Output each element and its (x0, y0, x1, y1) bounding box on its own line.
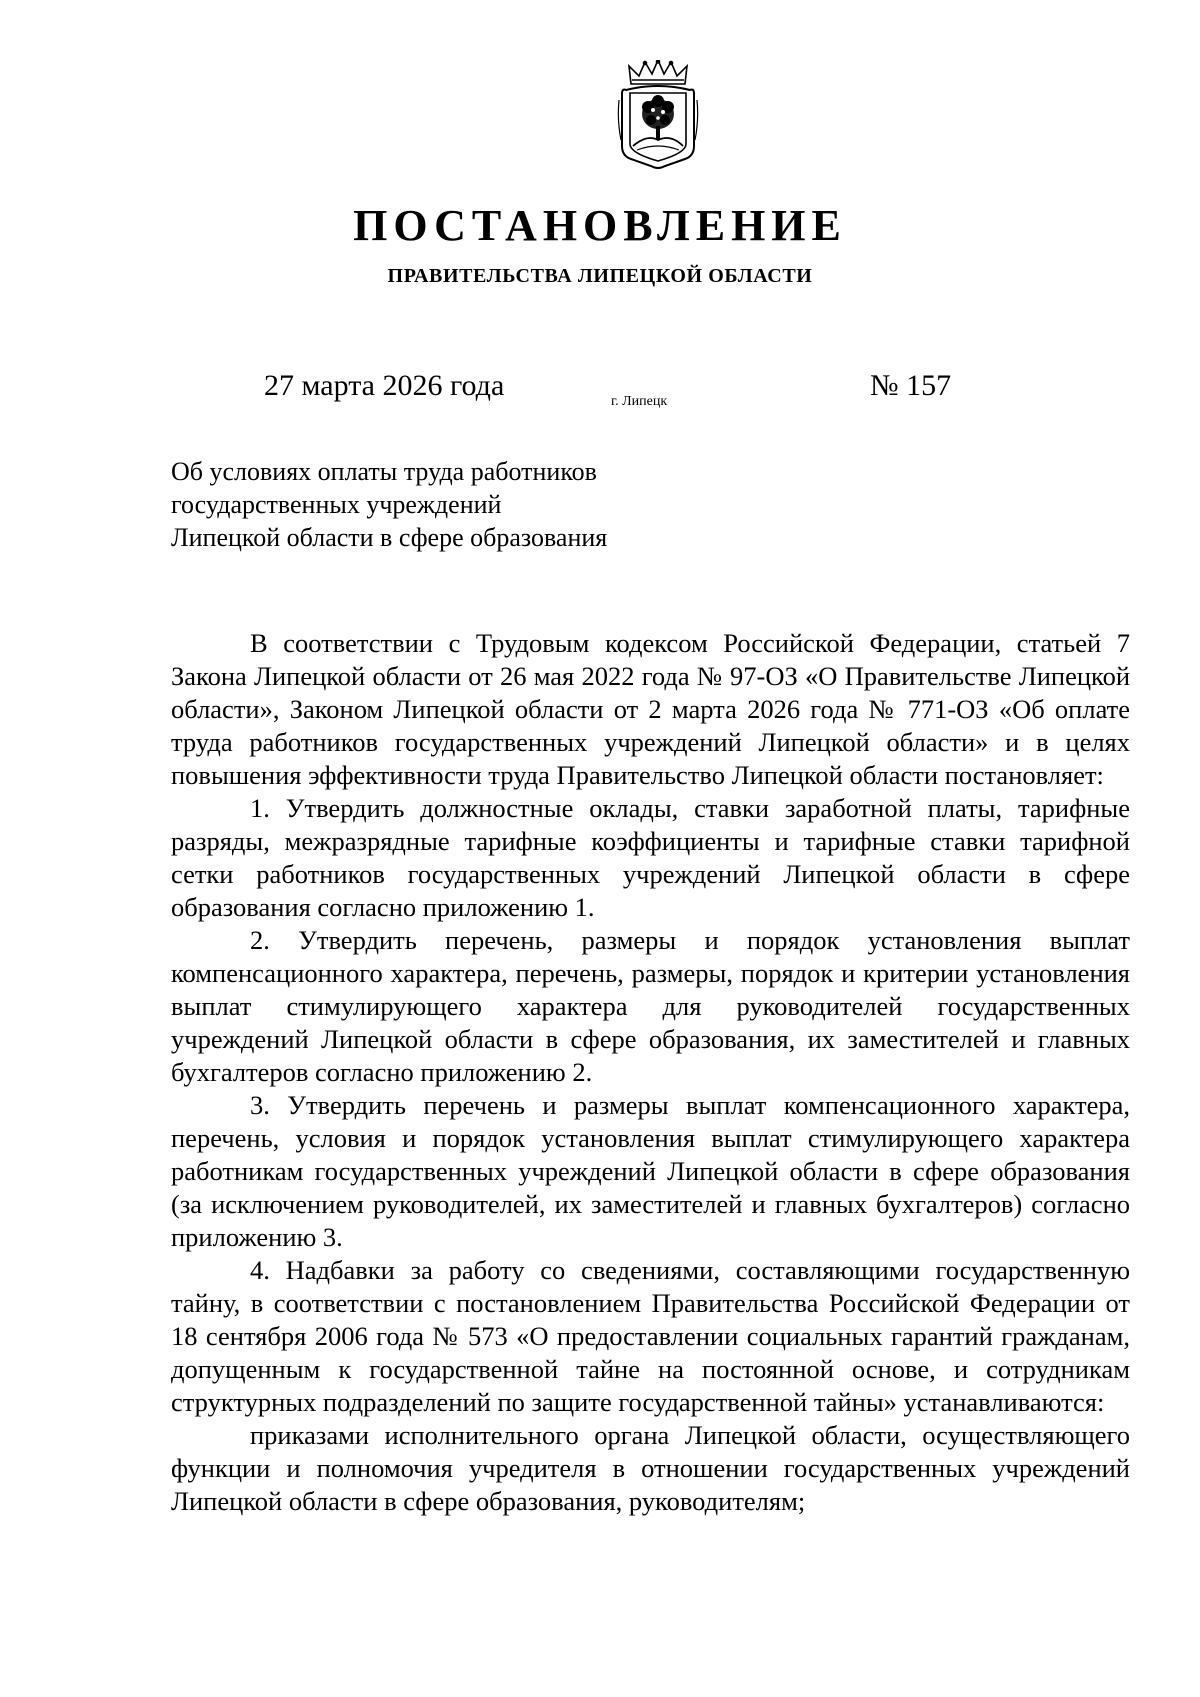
document-number: № 157 (870, 369, 952, 402)
clause-paragraph: 3. Утвердить перечень и размеры выплат компенсационного характера, перечень, условия и порядок установления выплат стимулирующего характера работникам государственных учреждений Липецкой области в сфере образования (за исключением руководителей, их заместителей и главных бухгалтеров) согласно приложению 3. (171, 1090, 1130, 1252)
clause-paragraph: 1. Утвердить должностные оклады, ставки заработной платы, тарифные разряды, межразрядные тарифные коэффициенты и тарифные ставки тарифной сетки работников государственных учреждений Липецкой области в сфере образования согласно приложению 1. (171, 793, 1130, 922)
crown-icon (629, 60, 687, 84)
subject-line: Липецкой области в сфере образования (171, 523, 608, 552)
document-subject (171, 455, 791, 554)
coat-of-arms-emblem (617, 60, 699, 172)
preamble-paragraph: В соответствии с Трудовым кодексом Российской Федерации, статьей 7 Закона Липецкой области от 26 мая 2022 года № 97-ОЗ «О Правительстве Липецкой области», Законом Липецкой области от 2 марта 2026 года № 771-ОЗ «Об оплате труда работников государственных учреждений Липецкой области» и в целях повышения эффективности труда Правительство Липецкой области постановляет: (171, 628, 1130, 790)
document-body (171, 627, 1130, 1518)
clause-paragraph: приказами исполнительного органа Липецкой области, осуществляющего функции и полномочия учредителя в отношении государственных учреждений Липецкой области в сфере образования, руководителям; (171, 1420, 1130, 1516)
document-date: 27 марта 2026 года (264, 369, 505, 402)
hill-icon (633, 138, 683, 146)
clause-paragraph: 4. Надбавки за работу со сведениями, составляющими государственную тайну, в соответствии с постановлением Правительства Российской Федерации от 18 сентября 2006 года № 573 «О предоставлении социальных гарантий гражданам, допущенным к государственной тайне на постоянной основе, и сотрудникам структурных подразделений по защите государственной тайны» устанавливаются: (171, 1255, 1130, 1417)
subject-line: государственных учреждений (171, 490, 502, 519)
tree-icon (642, 95, 674, 140)
subject-line: Об условиях оплаты труда работников (171, 457, 597, 486)
document-subtitle: ПРАВИТЕЛЬСТВА ЛИПЕЦКОЙ ОБЛАСТИ (387, 265, 813, 287)
document-title: ПОСТАНОВЛЕНИЕ (353, 201, 847, 250)
document-city: г. Липецк (611, 394, 668, 409)
clause-paragraph: 2. Утвердить перечень, размеры и порядок установления выплат компенсационного характера, перечень, размеры, порядок и критерии установления выплат стимулирующего характера для руководителей государственных учреждений Липецкой области в сфере образования, их заместителей и главных бухгалтеров согласно приложению 2. (171, 925, 1130, 1087)
